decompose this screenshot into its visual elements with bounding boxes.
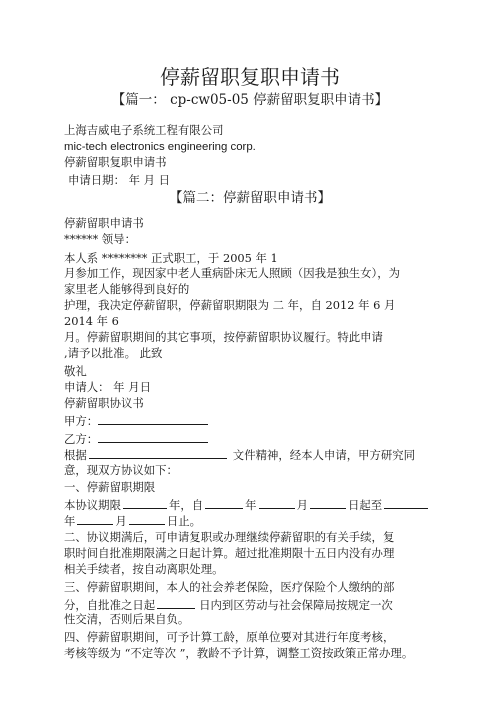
body-line-2: 月参加工作，现因家中老人重病卧床无人照顾（因我是独生女），为: [64, 266, 401, 280]
start-until-label: 日起至: [347, 498, 383, 512]
body-line-4: 护理，我决定停薪留职，停薪留职期限为 二 年，自 2012 年 6 月: [64, 298, 396, 312]
end-month-blank: [77, 514, 113, 525]
end-day-label: 日止。: [166, 514, 201, 528]
body-line-3: 家里老人能够得到良好的: [64, 282, 190, 296]
clause-3-line-3: 性交清，否则后果自负。: [64, 612, 190, 626]
term-line-2: [64, 514, 201, 527]
basis-text: 文件精神，经本人申请，甲方研究同: [232, 448, 416, 462]
term-label: 本协议期限: [64, 498, 121, 512]
term-from-label: 年，自: [168, 498, 204, 512]
term-line-1: [64, 498, 428, 511]
start-day-blank: [310, 498, 346, 509]
start-year-blank: [205, 498, 243, 509]
basis-line: [64, 448, 415, 461]
clause-3-text-b: 日内到区劳动与社会保障局按规定一次: [199, 598, 393, 612]
clause-4-line-1: 四、停薪留职期间，可予计算工龄，原单位要对其进行年度考核，: [64, 630, 395, 644]
clause-2-line-3: 相关手续者，按自动离职处理。: [64, 562, 224, 576]
term-years-blank: [123, 498, 167, 509]
closing-regards: 敬礼: [64, 364, 87, 378]
salutation: ****** 领导：: [64, 232, 136, 246]
end-month-label: 月: [115, 514, 127, 528]
document-title: 停薪留职复职申请书: [160, 65, 340, 89]
section-heading-1: 【篇一： cp-cw05-05 停薪留职复职申请书】: [111, 92, 389, 108]
company-name-en: mic-tech electronics engineering corp.: [64, 141, 256, 153]
party-a-blank: [98, 414, 208, 425]
term-heading: 一、停薪留职期限: [64, 480, 156, 494]
section-heading-2: 【篇二：停薪留职申请书】: [169, 190, 331, 206]
basis-line-2: 意，现双方协议如下：: [64, 463, 178, 477]
month-label: 月: [296, 498, 308, 512]
party-b-label: 乙方：: [64, 432, 99, 446]
body-line-6: 月。停薪留职期间的其它事项，按停薪留职协议履行。特此申请: [64, 330, 383, 344]
year-label: 年: [245, 498, 257, 512]
clause-3-line-2: [64, 598, 393, 611]
basis-blank: [89, 448, 227, 459]
clause-3-text-a: 分，自批准之日起: [64, 598, 156, 612]
subtitle-application: 停薪留职申请书: [64, 216, 144, 230]
body-line-1: 本人系 ******** 正式职工，于 2005 年 1: [64, 251, 278, 265]
basis-label: 根据: [64, 448, 87, 462]
apply-date-line: 申请日期： 年 月 日: [68, 173, 170, 187]
days-blank: [157, 598, 195, 609]
applicant-signature-line: 申请人： 年 月日: [64, 380, 151, 394]
company-name-cn: 上海吉威电子系统工程有限公司: [64, 123, 224, 137]
agreement-title: 停薪留职协议书: [64, 396, 144, 410]
end-year-label: 年: [64, 514, 76, 528]
subtitle-reinstatement: 停薪留职复职申请书: [64, 155, 167, 169]
clause-2-line-1: 二、协议期满后，可申请复职或办理继续停薪留职的有关手续，复: [64, 530, 395, 544]
clause-4-line-2: 考核等级为 “不定等次 ”，教龄不予计算，调整工资按政策正常办理。: [64, 646, 414, 660]
body-line-7: ,请予以批准。 此致: [64, 346, 163, 360]
body-line-5: 2014 年 6: [64, 314, 119, 328]
party-a-line: [64, 414, 208, 427]
party-a-label: 甲方：: [64, 414, 99, 428]
end-day-blank: [129, 514, 165, 525]
party-b-blank: [98, 432, 208, 443]
party-b-line: [64, 432, 208, 445]
clause-2-line-2: 职时间自批准期限满之日起计算。超过批准期限十五日内没有办理: [64, 546, 395, 560]
start-month-blank: [259, 498, 295, 509]
end-year-blank: [384, 498, 428, 509]
clause-3-line-1: 三、停薪留职期间，本人的社会养老保险，医疗保险个人缴纳的部: [64, 580, 395, 594]
